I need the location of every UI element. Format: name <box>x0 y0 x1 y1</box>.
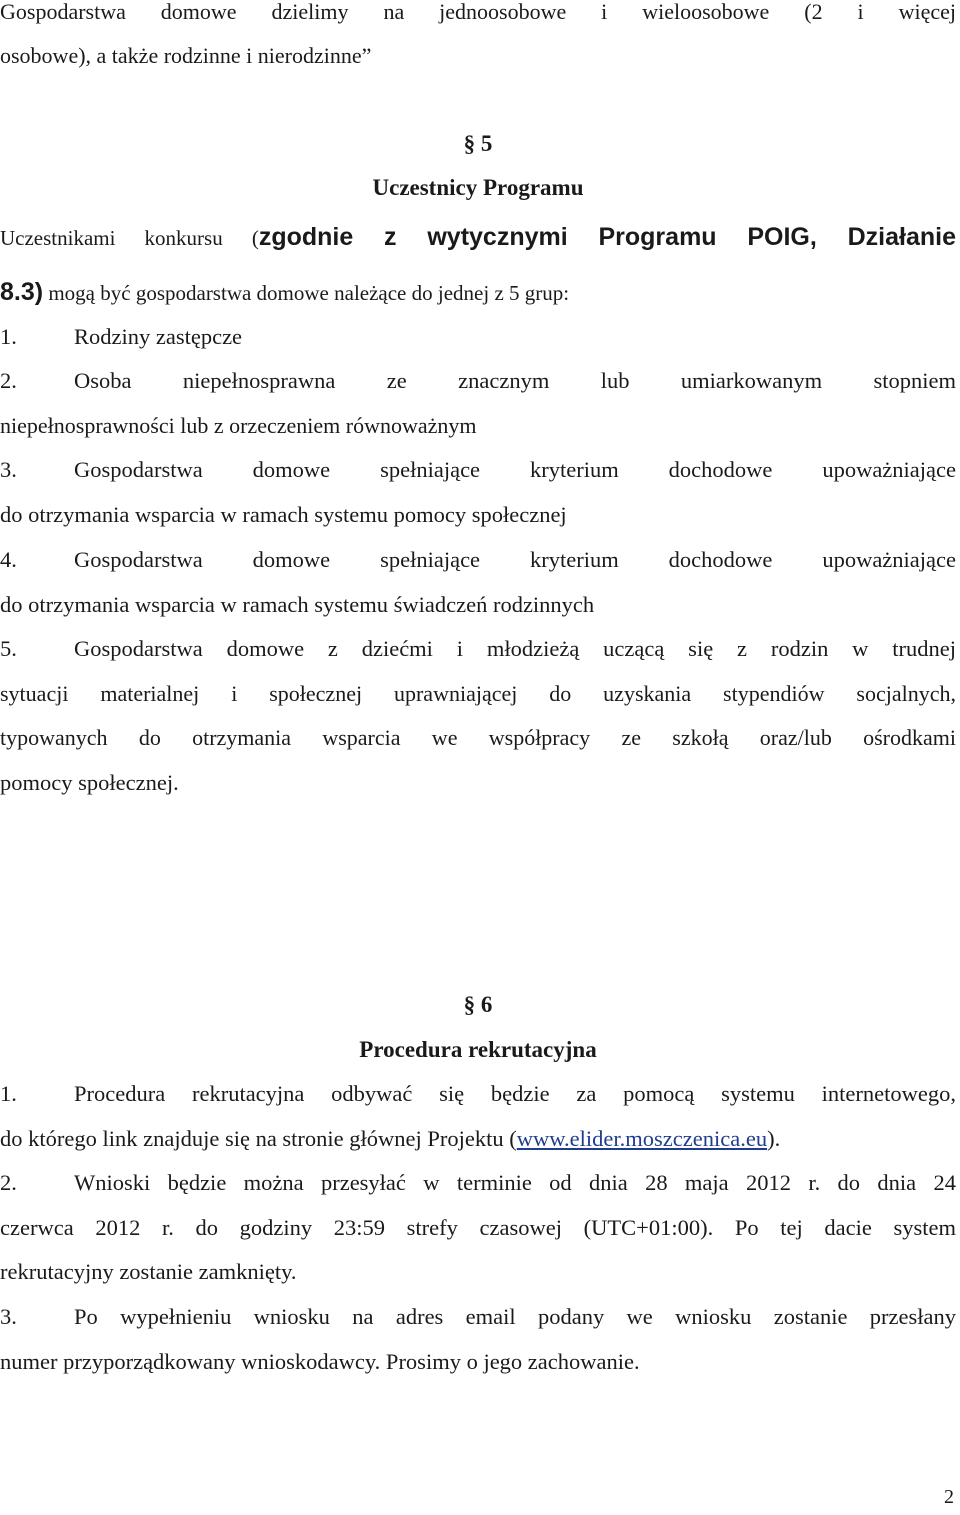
s5-item-3-line-1 <box>0 448 956 493</box>
s5-item-4-text-1: Gospodarstwa domowe spełniające kryterium dochodowe upoważniające <box>74 547 956 572</box>
s5-item-4-line-2: do otrzymania wsparcia w ramach systemu świadczeń rodzinnych <box>0 592 595 617</box>
s5-item-2-line-1 <box>0 359 956 404</box>
section-5-lead-line-2 <box>0 270 956 315</box>
lead-bold-2: 8.3) <box>0 278 44 306</box>
s5-item-5-line-4: pomocy społecznej. <box>0 770 179 795</box>
intro-line-1: Gospodarstwa domowe dzielimy na jednoosobowe i wieloosobowe (2 i więcej <box>0 0 956 24</box>
s5-item-2-num: 2. <box>0 368 17 393</box>
s6-item-2-text-1: Wnioski będzie można przesyłać w terminie od dnia 28 maja 2012 r. do dnia 24 <box>74 1170 956 1195</box>
s5-item-1-text: Rodziny zastępcze <box>74 324 243 349</box>
s5-item-3-text-1: Gospodarstwa domowe spełniające kryterium dochodowe upoważniające <box>74 457 956 482</box>
section-5-number: § 5 <box>463 131 493 156</box>
page-number: 2 <box>944 1486 954 1508</box>
s6-item-2-num: 2. <box>0 1170 17 1195</box>
s5-item-2-text-1: Osoba niepełnosprawna ze znacznym lub umiarkowanym stopniem <box>74 368 956 393</box>
s5-item-5-text-1: Gospodarstwa domowe z dziećmi i młodzieżą uczącą się z rodzin w trudnej <box>74 636 956 661</box>
s5-item-3-line-2: do otrzymania wsparcia w ramach systemu pomocy społecznej <box>0 502 567 527</box>
lead-text: Uczestnikami konkursu ( <box>0 226 259 250</box>
s6-item-1-line-2 <box>0 1117 956 1162</box>
s5-item-5-line-2: sytuacji materialnej i społecznej uprawniającej do uzyskania stypendiów socjalnych, <box>0 681 956 706</box>
lead-bold-1: zgodnie z wytycznymi Programu POIG, Działanie <box>258 223 956 251</box>
s5-item-5-num: 5. <box>0 636 17 661</box>
s6-item-1-text-3: ). <box>767 1126 781 1151</box>
s5-item-2-line-2: niepełnosprawności lub z orzeczeniem równoważnym <box>0 413 477 438</box>
s6-item-1-line-1 <box>0 1072 956 1117</box>
section-6-title: Procedura rekrutacyjna <box>359 1037 597 1062</box>
s5-item-5-line-3: typowanych do otrzymania wsparcia we współpracy ze szkołą oraz/lub ośrodkami <box>0 725 956 750</box>
section-5-lead-line-1 <box>0 215 956 260</box>
s5-item-3-num: 3. <box>0 457 17 482</box>
s6-item-2-line-2: czerwca 2012 r. do godziny 23:59 strefy czasowej (UTC+01:00). Po tej dacie system <box>0 1215 956 1240</box>
s6-item-3-num: 3. <box>0 1304 17 1329</box>
s6-item-1-text-1: Procedura rekrutacyjna odbywać się będzie za pomocą systemu internetowego, <box>74 1081 956 1106</box>
section-6-number: § 6 <box>463 992 493 1017</box>
lead-end: mogą być gospodarstwa domowe należące do jednej z 5 grup: <box>43 281 570 305</box>
section-5-title: Uczestnicy Programu <box>372 175 584 200</box>
intro-line-2: osobowe), a także rodzinne i nierodzinne” <box>0 43 372 68</box>
s6-item-2-line-3: rekrutacyjny zostanie zamknięty. <box>0 1259 297 1284</box>
s5-item-1-num: 1. <box>0 324 17 349</box>
project-link[interactable]: www.elider.moszczenica.eu <box>516 1126 768 1151</box>
s6-item-3-text-1: Po wypełnieniu wniosku na adres email podany we wniosku zostanie przesłany <box>74 1304 956 1329</box>
s5-item-4-num: 4. <box>0 547 17 572</box>
s6-item-3-line-1 <box>0 1295 956 1340</box>
s6-item-3-line-2: numer przyporządkowany wnioskodawcy. Prosimy o jego zachowanie. <box>0 1349 640 1374</box>
s5-item-1 <box>0 315 956 360</box>
s5-item-5-line-1 <box>0 627 956 672</box>
s5-item-4-line-1 <box>0 538 956 583</box>
s6-item-2-line-1 <box>0 1161 956 1206</box>
s6-item-1-num: 1. <box>0 1081 17 1106</box>
s6-item-1-text-2: do którego link znajduje się na stronie głównej Projektu ( <box>0 1126 517 1151</box>
